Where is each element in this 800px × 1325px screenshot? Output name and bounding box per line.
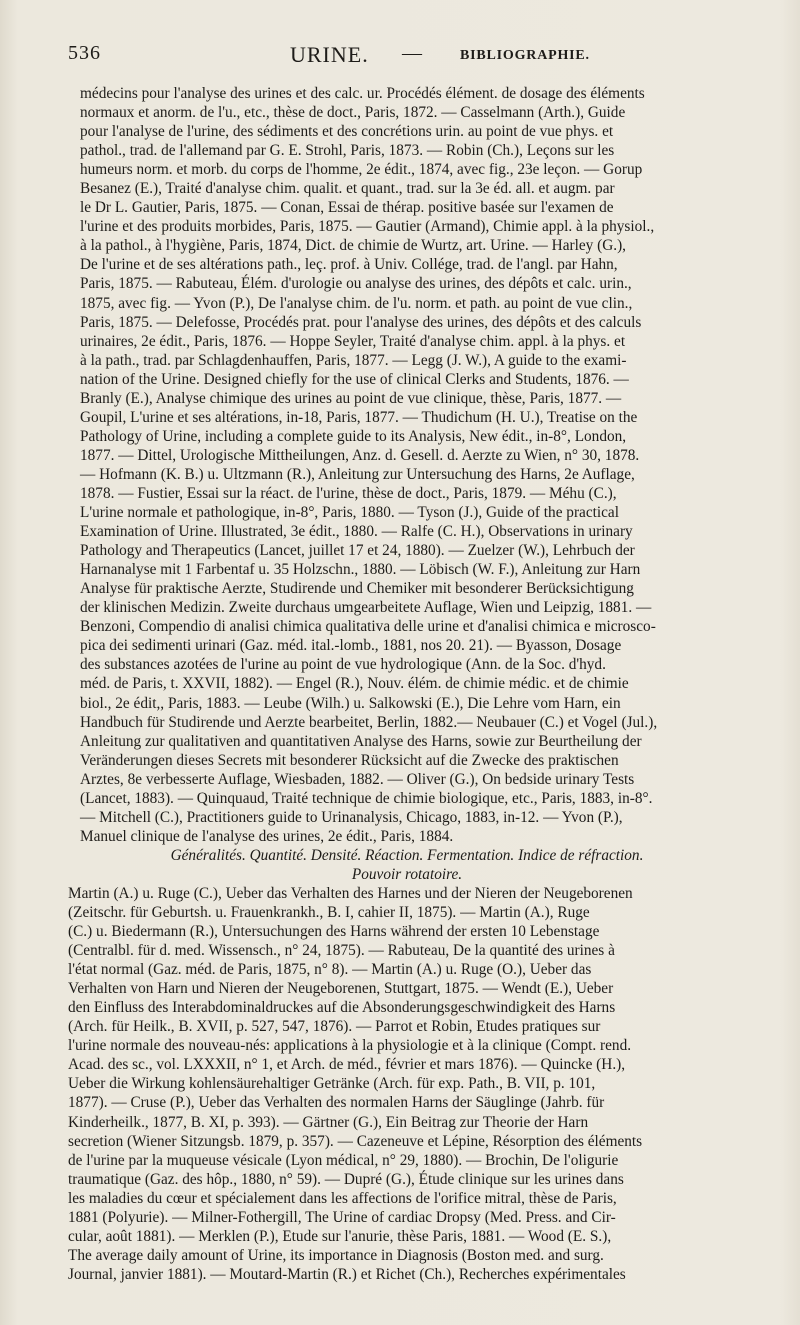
bibliography-line: méd. de Paris, t. XXVII, 1882). — Engel (R.), Nouv. élém. de chimie médic. et de chimie [80,675,629,693]
section-heading-line: Généralités. Quantité. Densité. Réaction. Fermentation. Indice de réfraction. [170,846,644,864]
bibliography-line: normaux et anorm. de l'u., etc., thèse de doct., Paris, 1872. — Casselmann (Arth.), Guide [80,104,626,122]
bibliography-line: Paris, 1875. — Delefosse, Procédés prat. pour l'analyse des urines, des dépôts et des calculs [80,313,642,331]
bibliography-line: pica dei sedimenti urinari (Gaz. méd. ital.-lomb., 1881, nos 20. 21). — Byasson, Dosage [80,637,622,655]
bibliography-line: urinaires, 2e édit., Paris, 1876. — Hoppe Seyler, Traité d'analyse chim. appl. à la phys. et [80,332,626,350]
bibliography-line: (Lancet, 1883). — Quinquaud, Traité technique de chimie biologique, etc., Paris, 1883, in-8°. [80,789,653,807]
bibliography-text [68,84,734,1284]
bibliography-line: Kinderheilk., 1877, B. XI, p. 393). — Gärtner (G.), Ein Beitrag zur Theorie der Harn [68,1113,589,1131]
bibliography-line: (Arch. für Heilk., B. XVII, p. 527, 547, 1876). — Parrot et Robin, Etudes pratiques sur [68,1018,601,1036]
bibliography-line: Veränderungen dieses Secrets mit besonderer Rücksicht auf die Zwecke des praktischen [80,751,619,769]
bibliography-line: à la path., trad. par Schlagdenhauffen, Paris, 1877. — Legg (J. W.), A guide to the exami- [80,351,627,369]
bibliography-line: les maladies du cœur et spécialement dans les affections de l'orifice mitral, thèse de Paris, [68,1189,617,1207]
bibliography-line: 1875, avec fig. — Yvon (P.), De l'analyse chim. de l'u. norm. et path. au point de vue clin., [80,294,633,312]
bibliography-line: humeurs norm. et morb. du corps de l'homme, 2e édit., 1874, avec fig., 23e leçon. — Gorup [80,161,643,179]
chapter-title: URINE. [290,42,369,67]
bibliography-line: den Einfluss des Interabdominaldruckes auf die Absonderungsgeschwindigkeit des Harns [68,999,616,1017]
running-header [68,42,736,72]
bibliography-line: pour l'analyse de l'urine, des sédiments et des concrétions urin. au point de vue phys. et [80,123,614,141]
bibliography-block-general [80,84,734,846]
bibliography-line: Branly (E.), Analyse chimique des urines au point de vue clinique, thèse, Paris, 1877. — [80,389,622,407]
bibliography-line: pathol., trad. de l'allemand par G. E. Strohl, Paris, 1873. — Robin (Ch.), Leçons sur les [80,142,615,160]
bibliography-line: (C.) u. Biedermann (R.), Untersuchungen des Harns während der ersten 10 Lebenstage [68,923,600,941]
bibliography-line: l'urine normale des nouveau-nés: applications à la physiologie et à la clinique (Compt. rend. [68,1037,632,1055]
bibliography-line: cular, août 1881). — Merklen (P.), Etude sur l'anurie, thèse Paris, 1881. — Wood (E. S.), [68,1227,612,1245]
bibliography-line: Goupil, L'urine et ses altérations, in-18, Paris, 1877. — Thudichum (H. U.), Treatise on the [80,408,638,426]
bibliography-line: à la pathol., à l'hygiène, Paris, 1874, Dict. de chimie de Wurtz, art. Urine. — Harley (G.), [80,237,627,255]
bibliography-line: — Mitchell (C.), Practitioners guide to Urinanalysis, Chicago, 1883, in-12. — Yvon (P.), [80,808,623,826]
bibliography-line: (Centralbl. für d. med. Wissensch., n° 24, 1875). — Rabuteau, De la quantité des urines à [68,942,615,960]
bibliography-line: de l'urine par la muqueuse vésicale (Lyon médical, n° 29, 1880). — Brochin, De l'oligurie [68,1151,619,1169]
bibliography-line: der klinischen Medizin. Zweite durchaus umgearbeitete Auflage, Wien und Leipzig, 1881. — [80,599,652,617]
bibliography-line: Examination of Urine. Illustrated, 3e édit., 1880. — Ralfe (C. H.), Observations in urinary [80,523,633,541]
bibliography-line: Besanez (E.), Traité d'analyse chim. qualit. et quant., trad. sur la 3e éd. all. et augm. par [80,180,615,198]
bibliography-line: secretion (Wiener Sitzungsb. 1879, p. 357). — Cazeneuve et Lépine, Résorption des éléments [68,1132,643,1150]
bibliography-line: médecins pour l'analyse des urines et des calc. ur. Procédés élément. de dosage des éléments [80,85,645,102]
section-title: BIBLIOGRAPHIE. [460,48,590,63]
page-number: 536 [68,42,101,64]
bibliography-line: Ueber die Wirkung kohlensäurehaltiger Getränke (Arch. für exp. Path., B. VII, p. 101, [68,1075,596,1093]
bibliography-line: Verhalten von Harn und Nieren der Neugeborenen, Stuttgart, 1875. — Wendt (E.), Ueber [68,980,614,998]
bibliography-line: (Zeitschr. für Geburtsh. u. Frauenkrankh., B. I, cahier II, 1875). — Martin (A.), Ruge [68,904,590,922]
bibliography-line: Pathology of Urine, including a complete guide to its Analysis, New édit., in-8°, London, [80,427,627,445]
bibliography-line: Pathology and Therapeutics (Lancet, juillet 17 et 24, 1880). — Zuelzer (W.), Lehrbuch der [80,542,635,560]
bibliography-line: des substances azotées de l'urine au point de vue hydrologique (Ann. de la Soc. d'hyd. [80,656,606,674]
bibliography-line: Analyse für praktische Aerzte, Studirende und Chemiker mit besonderer Berücksichtigung [80,580,634,598]
bibliography-line: The average daily amount of Urine, its importance in Diagnosis (Boston med. and surg. [68,1246,604,1264]
bibliography-line: l'urine et des produits morbides, Paris, 1875. — Gautier (Armand), Chimie appl. à la physiol., [80,218,655,236]
header-dash: — [402,42,422,64]
bibliography-line: traumatique (Gaz. des hôp., 1880, n° 59). — Dupré (G.), Étude clinique sur les urines dans [68,1170,624,1188]
bibliography-line: Benzoni, Compendio di analisi chimica qualitativa delle urine et d'analisi chimica e microsco- [80,618,656,636]
bibliography-block-generalites [68,884,734,1284]
bibliography-line: nation of the Urine. Designed chiefly for the use of clinical Clerks and Students, 1876. — [80,370,629,388]
bibliography-line: l'état normal (Gaz. méd. de Paris, 1875, n° 8). — Martin (A.) u. Ruge (O.), Ueber das [68,961,592,979]
bibliography-line: Paris, 1875. — Rabuteau, Élém. d'urologie ou analyse des urines, des dépôts et calc. urin., [80,275,632,293]
bibliography-line: Manuel clinique de l'analyse des urines, 2e édit., Paris, 1884. [80,827,454,845]
bibliography-line: De l'urine et de ses altérations path., leç. prof. à Univ. Collége, trad. de l'angl. par Hahn, [80,256,618,274]
section-heading [80,846,734,884]
section-heading-line: Pouvoir rotatoire. [351,865,463,883]
bibliography-line: Handbuch für Studirende und Aerzte bearbeitet, Berlin, 1882.— Neubauer (C.) et Vogel (Jul.), [80,713,658,731]
bibliography-line: biol., 2e édit,, Paris, 1883. — Leube (Wilh.) u. Salkowski (E.), Die Lehre vom Harn, ein [80,694,621,712]
bibliography-line: 1878. — Fustier, Essai sur la réact. de l'urine, thèse de doct., Paris, 1879. — Méhu (C.), [80,484,617,502]
bibliography-line: Acad. des sc., vol. LXXXII, n° 1, et Arch. de méd., février et mars 1876). — Quincke (H.), [68,1056,626,1074]
bibliography-line: 1881 (Polyurie). — Milner-Fothergill, The Urine of cardiac Dropsy (Med. Press. and Cir- [68,1208,616,1226]
bibliography-line: Martin (A.) u. Ruge (C.), Ueber das Verhalten des Harnes und der Nieren der Neugeborenen [68,884,633,902]
bibliography-line: — Hofmann (K. B.) u. Ultzmann (R.), Anleitung zur Untersuchung des Harns, 2e Auflage, [80,465,635,483]
bibliography-line: 1877). — Cruse (P.), Ueber das Verhalten des normalen Harns der Säuglinge (Jahrb. für [68,1094,605,1112]
bibliography-line: L'urine normale et pathologique, in-8°, Paris, 1880. — Tyson (J.), Guide of the practical [80,504,619,522]
bibliography-line: 1877. — Dittel, Urologische Mittheilungen, Anz. d. Gesell. d. Aerzte zu Wien, n° 30, 1878. [80,446,640,464]
bibliography-line: Journal, janvier 1881). — Moutard-Martin (R.) et Richet (Ch.), Recherches expérimentales [68,1265,626,1283]
bibliography-line: Arztes, 8e verbesserte Auflage, Wiesbaden, 1882. — Oliver (G.), On bedside urinary Tests [80,770,635,788]
bibliography-line: Anleitung zur qualitativen and quantitativen Analyse des Harns, sowie zur Beurtheilung der [80,732,642,750]
bibliography-line: le Dr L. Gautier, Paris, 1875. — Conan, Essai de thérap. positive basée sur l'examen de [80,199,614,217]
bibliography-line: Harnanalyse mit 1 Farbentaf u. 35 Holzschn., 1880. — Löbisch (W. F.), Anleitung zur Harn [80,561,641,579]
